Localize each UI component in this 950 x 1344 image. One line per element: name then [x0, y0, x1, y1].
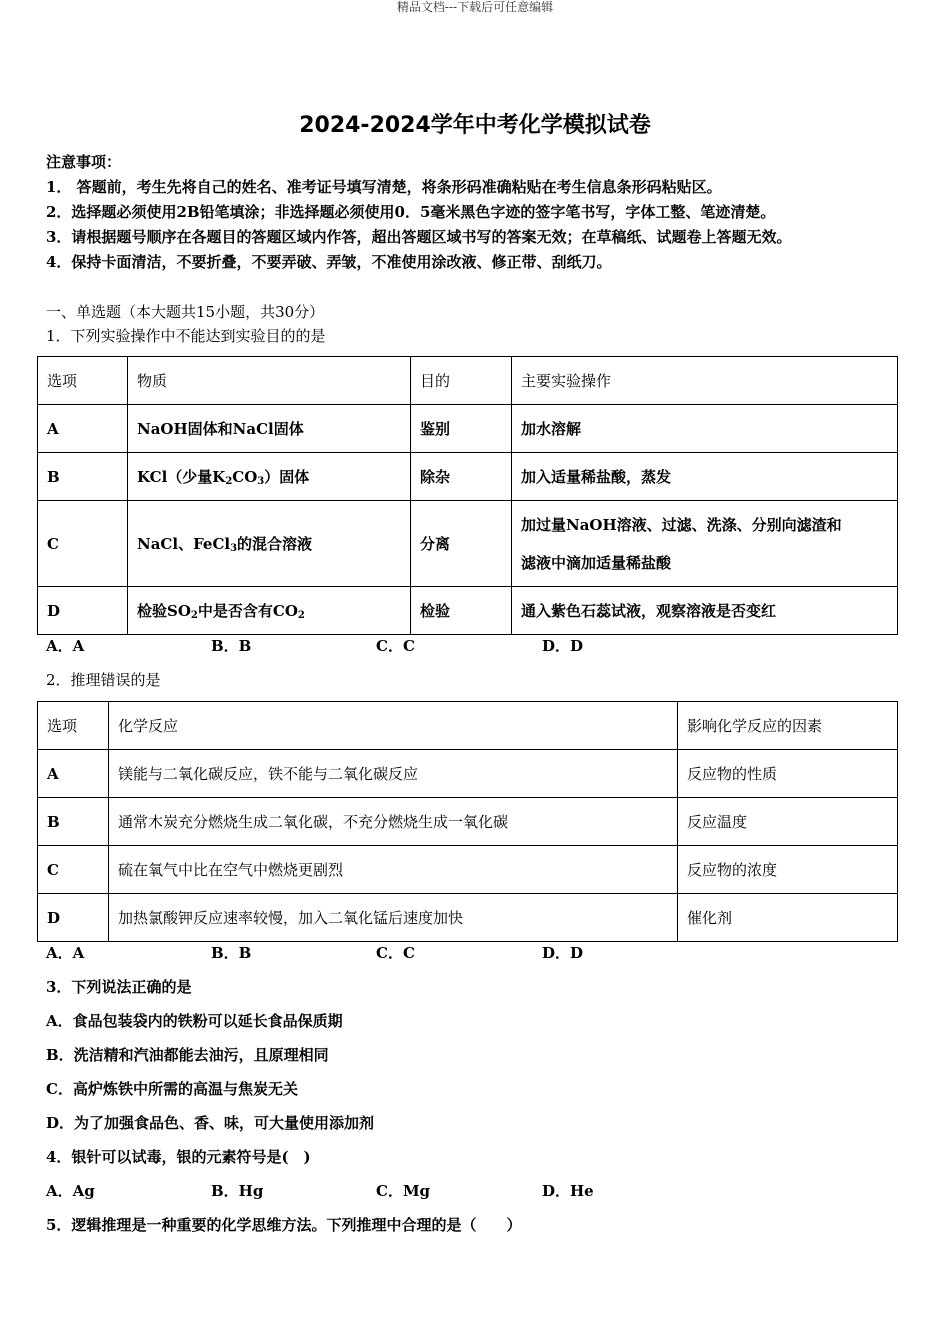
substance-cell [128, 587, 411, 635]
answer-option-d[interactable]: D．D [542, 637, 584, 655]
substance-text: 中是否含有CO [197, 601, 298, 620]
q5-stem: 5．逻辑推理是一种重要的化学思维方法。下列推理中合理的是（ ） [46, 1216, 522, 1234]
table-header-row [38, 357, 898, 405]
table-header-cell: 物质 [128, 357, 411, 405]
header-note: 精品文档---下载后可任意编辑 [396, 0, 554, 14]
table-header-cell: 主要实验操作 [512, 357, 898, 405]
substance-text: 的混合溶液 [237, 534, 313, 553]
q3-stem: 3．下列说法正确的是 [46, 978, 192, 996]
substance-cell: NaOH固体和NaCl固体 [128, 405, 411, 453]
substance-cell [128, 453, 411, 501]
operation-line: 滤液中滴加适量稀盐酸 [521, 553, 672, 572]
answer-option-b[interactable]: B．Hg [211, 1182, 264, 1200]
reaction-cell: 硫在氧气中比在空气中燃烧更剧烈 [109, 846, 678, 894]
substance-text: CO [232, 467, 258, 486]
purpose-cell: 检验 [411, 587, 512, 635]
table-row [38, 587, 898, 635]
table-header-row [38, 702, 898, 750]
option-cell: C [38, 501, 128, 587]
answer-option-a[interactable]: A．Ag [46, 1182, 95, 1200]
option-cell: D [38, 587, 128, 635]
option-cell: B [38, 798, 109, 846]
option-cell: A [38, 750, 109, 798]
answer-option-d[interactable]: D．He [542, 1182, 594, 1200]
substance-cell [128, 501, 411, 587]
subscript: 2 [297, 609, 305, 621]
reaction-cell: 加热氯酸钾反应速率较慢，加入二氧化锰后速度加快 [109, 894, 678, 942]
factor-cell: 反应温度 [678, 798, 898, 846]
answer-option-b[interactable]: B．B [211, 637, 252, 655]
table-row [38, 750, 898, 798]
table-header-cell: 影响化学反应的因素 [678, 702, 898, 750]
option-cell: C [38, 846, 109, 894]
purpose-cell: 除杂 [411, 453, 512, 501]
purpose-cell: 分离 [411, 501, 512, 587]
purpose-cell: 鉴别 [411, 405, 512, 453]
option-cell: A [38, 405, 128, 453]
subscript: 2 [225, 475, 233, 487]
operation-cell: 加水溶解 [512, 405, 898, 453]
subscript: 3 [230, 542, 238, 554]
table-header-cell: 化学反应 [109, 702, 678, 750]
option-cell: B [38, 453, 128, 501]
q2-table [37, 701, 898, 942]
reaction-cell: 镁能与二氧化碳反应，铁不能与二氧化碳反应 [109, 750, 678, 798]
operation-cell: 加入适量稀盐酸，蒸发 [512, 453, 898, 501]
table-row [38, 798, 898, 846]
table-row [38, 453, 898, 501]
notice-item: 4．保持卡面清洁，不要折叠，不要弄破、弄皱，不准使用涂改液、修正带、刮纸刀。 [46, 253, 612, 271]
substance-text: NaCl、FeCl [137, 534, 231, 553]
page-title: 2024-2024学年中考化学模拟试卷 [299, 113, 651, 138]
answer-option-d[interactable]: D．D [542, 944, 584, 962]
substance-text: 检验SO [137, 601, 191, 620]
notice-item: 2．选择题必须使用2B铅笔填涂；非选择题必须使用0．5毫米黑色字迹的签字笔书写，字体工整、笔迹清楚。 [46, 203, 776, 221]
subscript: 3 [257, 475, 265, 487]
answer-option-a[interactable]: A．食品包装袋内的铁粉可以延长食品保质期 [46, 1012, 343, 1030]
reaction-cell: 通常木炭充分燃烧生成二氧化碳，不充分燃烧生成一氧化碳 [109, 798, 678, 846]
answer-option-c[interactable]: C．C [376, 944, 415, 962]
table-header-cell: 选项 [38, 357, 128, 405]
q1-stem: 1．下列实验操作中不能达到实验目的的是 [46, 327, 326, 345]
table-row [38, 501, 898, 587]
factor-cell: 反应物的性质 [678, 750, 898, 798]
substance-text: ）固体 [264, 467, 310, 486]
operation-line: 加过量NaOH溶液、过滤、洗涤、分别向滤渣和 [521, 515, 842, 534]
subscript: 2 [190, 609, 198, 621]
answer-option-c[interactable]: C．C [376, 637, 415, 655]
answer-option-a[interactable]: A．A [46, 637, 85, 655]
answer-option-b[interactable]: B．B [211, 944, 252, 962]
answer-option-c[interactable]: C．Mg [376, 1182, 431, 1200]
notice-item: 3．请根据题号顺序在各题目的答题区域内作答，超出答题区域书写的答案无效；在草稿纸、试题卷上答题无效。 [46, 228, 792, 246]
table-row [38, 846, 898, 894]
answer-option-d[interactable]: D．为了加强食品色、香、味，可大量使用添加剂 [46, 1114, 375, 1132]
q1-table [37, 356, 898, 635]
table-header-cell: 目的 [411, 357, 512, 405]
substance-text: KCl（少量K [137, 467, 226, 486]
table-row [38, 894, 898, 942]
answer-option-a[interactable]: A．A [46, 944, 85, 962]
factor-cell: 催化剂 [678, 894, 898, 942]
operation-cell [512, 501, 898, 587]
answer-option-b[interactable]: B．洗洁精和汽油都能去油污，且原理相同 [46, 1046, 329, 1064]
answer-option-c[interactable]: C．高炉炼铁中所需的高温与焦炭无关 [46, 1080, 298, 1098]
table-row [38, 405, 898, 453]
section-title: 一、单选题（本大题共15小题，共30分） [46, 303, 325, 321]
factor-cell: 反应物的浓度 [678, 846, 898, 894]
notice-item: 1． 答题前，考生先将自己的姓名、准考证号填写清楚，将条形码准确粘贴在考生信息条形码粘贴区。 [46, 178, 722, 196]
table-header-cell: 选项 [38, 702, 109, 750]
operation-cell: 通入紫色石蕊试液，观察溶液是否变红 [512, 587, 898, 635]
q4-stem: 4．银针可以试毒，银的元素符号是( ) [46, 1148, 311, 1166]
q2-stem: 2．推理错误的是 [46, 671, 161, 689]
option-cell: D [38, 894, 109, 942]
notice-heading: 注意事项： [46, 153, 122, 171]
